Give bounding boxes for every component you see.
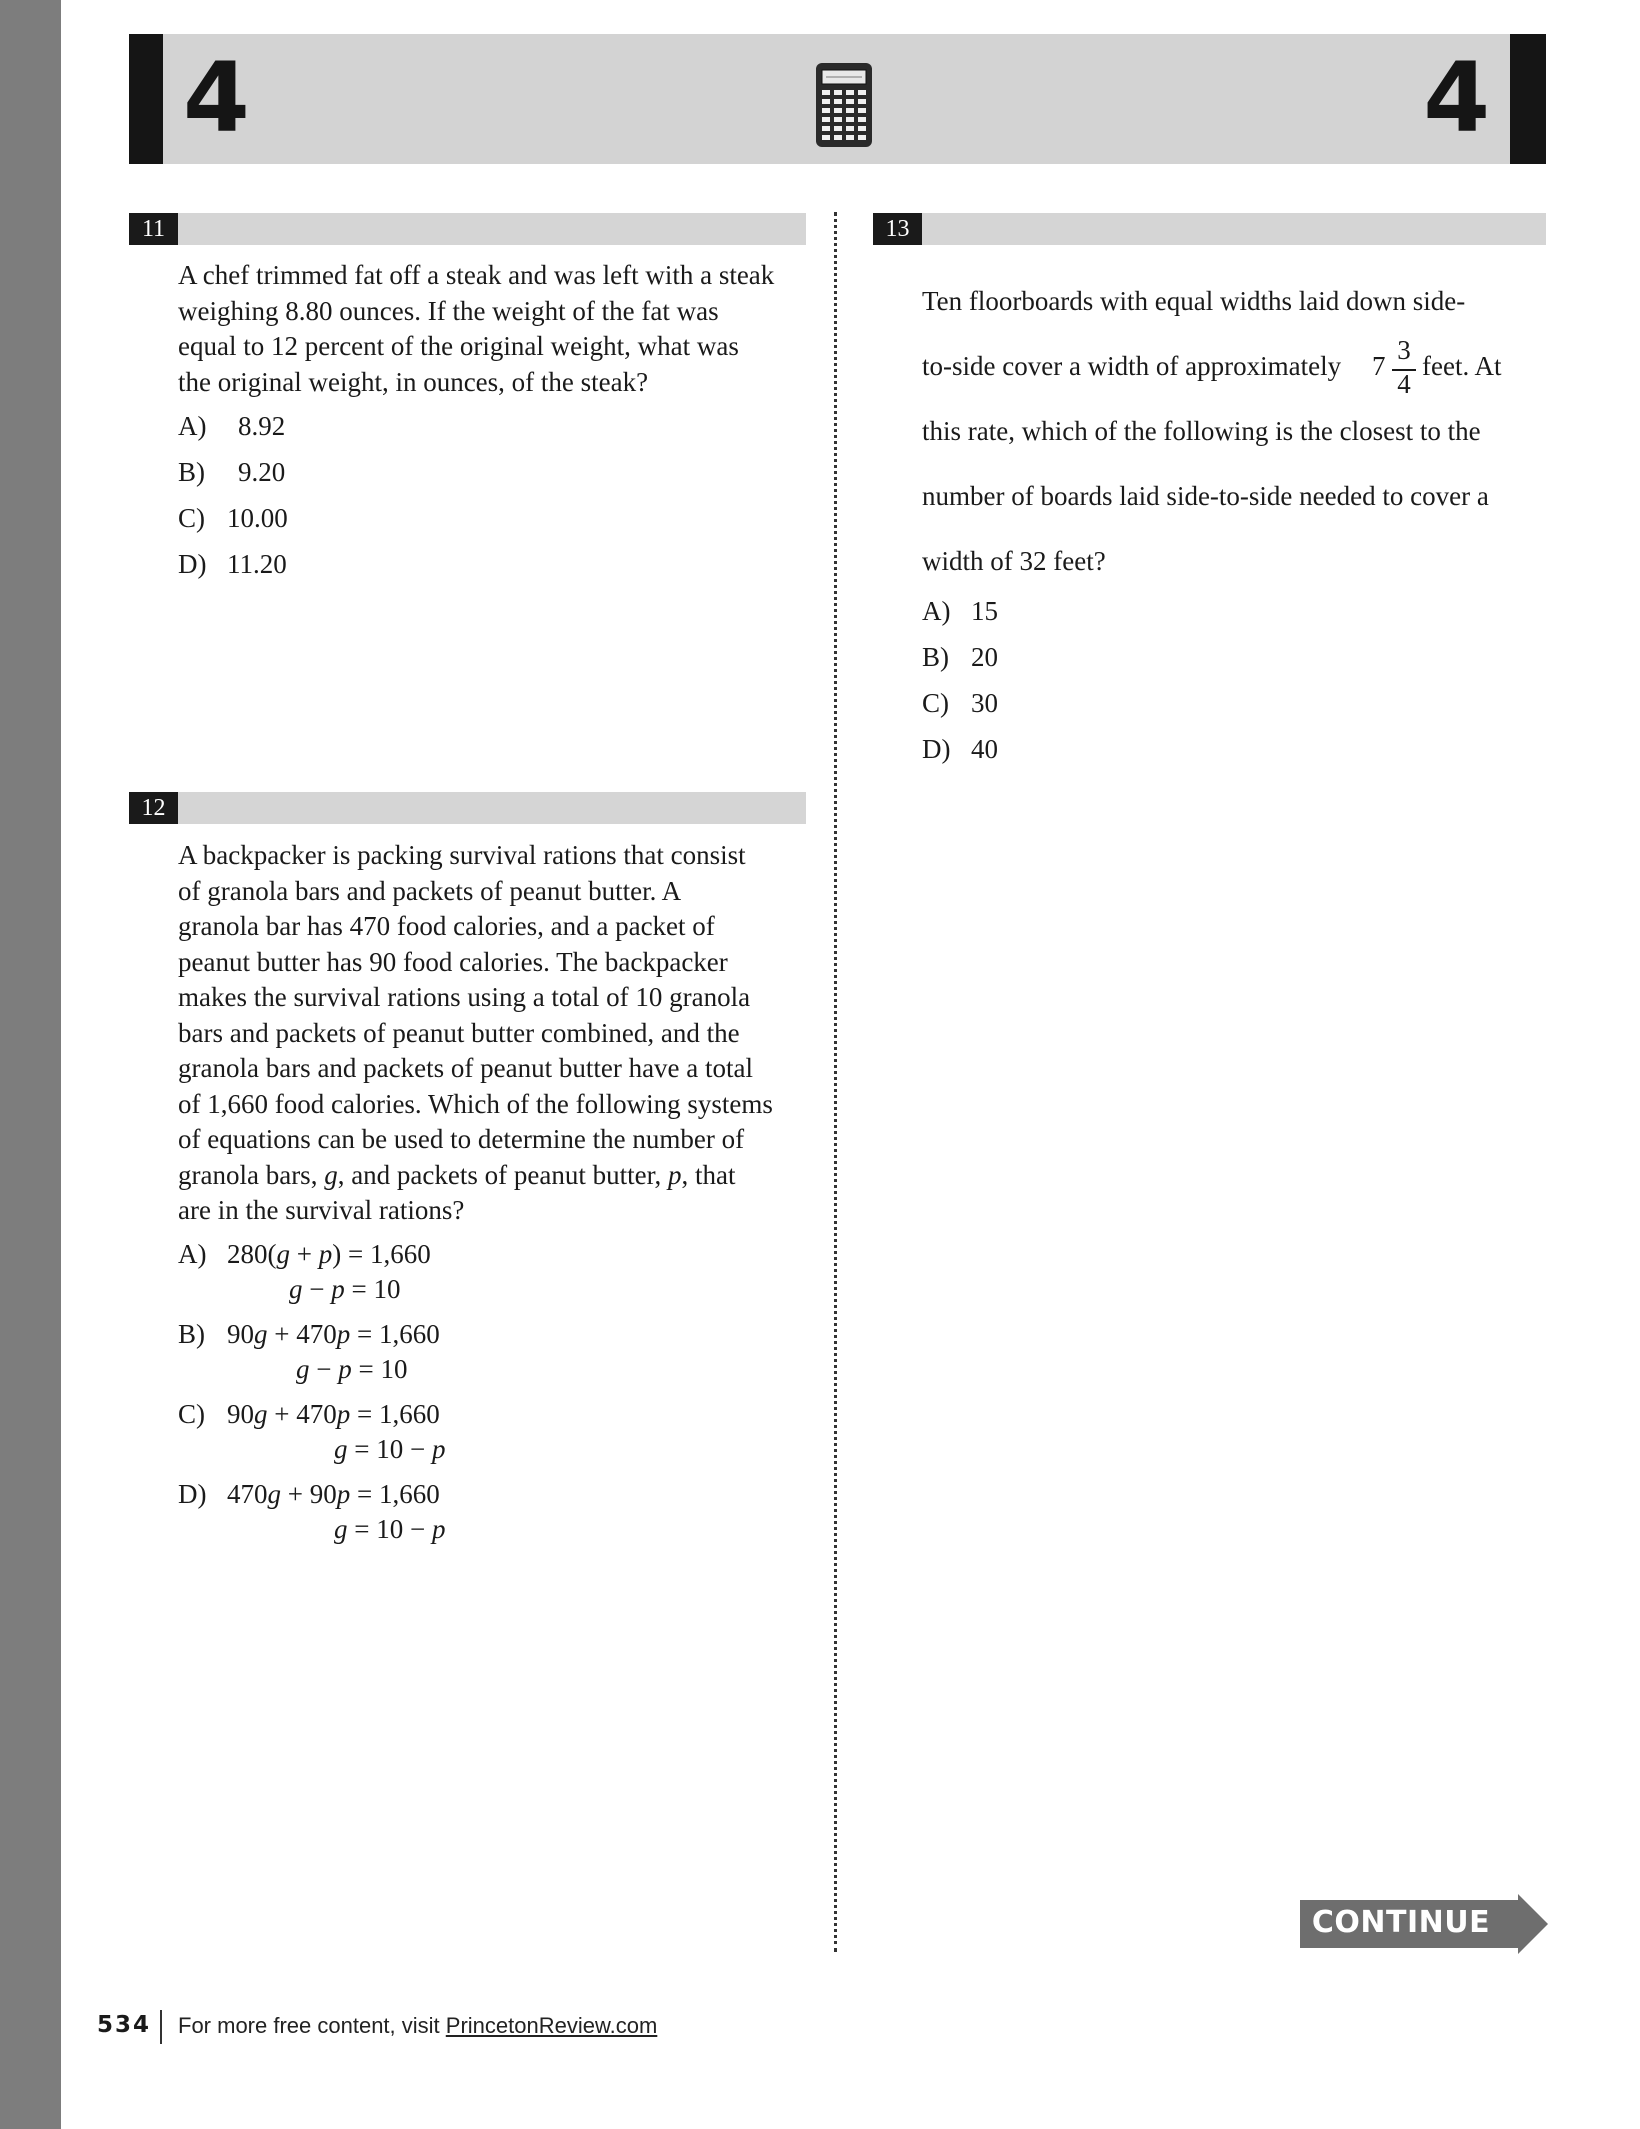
- answer-choice-a[interactable]: A) 280(g + p) = 1,660 g − p = 10: [178, 1237, 558, 1309]
- q12-line: granola bar has 470 food calories, and a packet of: [178, 911, 715, 941]
- q12-line: of 1,660 food calories. Which of the following systems: [178, 1088, 773, 1119]
- header-right-bar: [1510, 34, 1546, 164]
- q12-line: of equations can be used to determine the number of: [178, 1124, 745, 1154]
- footer-link[interactable]: PrincetonReview.com: [445, 2013, 658, 2038]
- q12-line: granola bars and packets of peanut butter have a total: [178, 1053, 754, 1083]
- footer-divider: [160, 2010, 162, 2044]
- q11-line: A chef trimmed fat off a steak and was left with a steak: [178, 260, 775, 290]
- answer-choice-c[interactable]: C) 10.00: [178, 503, 288, 533]
- q13-line: to-side cover a width of approximately: [922, 351, 1342, 381]
- question-12-bar: [129, 792, 806, 824]
- equation-1: 90g + 470p = 1,660: [227, 1399, 440, 1429]
- fraction-denominator: 4: [1397, 369, 1411, 399]
- left-margin-bar: [0, 0, 61, 2129]
- equation-1: 470g + 90p = 1,660: [227, 1479, 440, 1509]
- answer-choice-b[interactable]: B) 90g + 470p = 1,660 g − p = 10: [178, 1317, 558, 1389]
- footer-text: For more free content, visit PrincetonReview.com: [178, 2013, 658, 2038]
- q13-line: Ten floorboards with equal widths laid down side-: [922, 286, 1466, 316]
- question-13-choices: [922, 594, 1222, 778]
- question-13-number: 13: [873, 213, 922, 245]
- question-12-text: [178, 838, 818, 1229]
- section-number-left: 4: [183, 42, 250, 154]
- q11-line: the original weight, in ounces, of the steak?: [178, 366, 649, 397]
- section-header: [129, 34, 1546, 164]
- answer-choice-d[interactable]: D) 11.20: [178, 549, 287, 579]
- question-11-number: 11: [129, 213, 178, 245]
- answer-choice-a[interactable]: A) 15: [922, 596, 998, 626]
- q11-line: equal to 12 percent of the original weight, what was: [178, 331, 739, 361]
- q12-line: makes the survival rations using a total of 10 granola: [178, 982, 751, 1012]
- q13-line: width of 32 feet?: [922, 546, 1106, 576]
- column-divider: [834, 212, 837, 1952]
- q12-line: peanut butter has 90 food calories. The backpacker: [178, 946, 728, 977]
- answer-choice-a[interactable]: A) 8.92: [178, 411, 286, 441]
- answer-choice-b[interactable]: B) 9.20: [178, 457, 286, 487]
- q12-line: of granola bars and packets of peanut butter. A: [178, 875, 682, 906]
- equation-2: g − p = 10: [296, 1354, 408, 1384]
- q12-line: are in the survival rations?: [178, 1195, 465, 1225]
- q13-line: number of boards laid side-to-side needed to cover a: [922, 481, 1489, 511]
- calculator-icon: [814, 61, 874, 149]
- answer-choice-b[interactable]: B) 20: [922, 642, 998, 672]
- equation-2: g − p = 10: [289, 1274, 401, 1304]
- equation-1: 280(g + p) = 1,660: [227, 1239, 431, 1269]
- question-11-choices: [178, 409, 478, 593]
- question-11-bar: [129, 213, 806, 245]
- q12-line: bars and packets of peanut butter combined, and the: [178, 1017, 740, 1048]
- q11-line: weighing 8.80 ounces. If the weight of the fat was: [178, 295, 719, 326]
- page-number: 534: [97, 2012, 152, 2038]
- fraction-numerator: 3: [1397, 335, 1411, 365]
- question-13-bar: [873, 213, 1546, 245]
- q12-line: granola bars, g, and packets of peanut butter, p, that: [178, 1159, 736, 1190]
- equation-1: 90g + 470p = 1,660: [227, 1319, 440, 1349]
- equation-2: g = 10 − p: [334, 1514, 446, 1544]
- continue-button[interactable]: CONTINUE: [1311, 1905, 1491, 1940]
- section-number-right: 4: [1423, 42, 1490, 154]
- mixed-number-whole: 7: [1372, 351, 1386, 381]
- question-12-number: 12: [129, 792, 178, 824]
- q13-line: feet. At: [1422, 351, 1502, 381]
- q13-line: this rate, which of the following is the closest to the: [922, 416, 1481, 446]
- header-left-bar: [129, 34, 163, 164]
- question-11-text: [178, 258, 818, 400]
- q12-line: A backpacker is packing survival rations that consist: [178, 840, 746, 870]
- answer-choice-c[interactable]: C) 30: [922, 688, 998, 718]
- equation-2: g = 10 − p: [334, 1434, 446, 1464]
- answer-choice-c[interactable]: C) 90g + 470p = 1,660 g = 10 − p: [178, 1397, 558, 1469]
- question-12-choices: [178, 1237, 578, 1557]
- answer-choice-d[interactable]: D) 470g + 90p = 1,660 g = 10 − p: [178, 1477, 558, 1549]
- answer-choice-d[interactable]: D) 40: [922, 734, 998, 764]
